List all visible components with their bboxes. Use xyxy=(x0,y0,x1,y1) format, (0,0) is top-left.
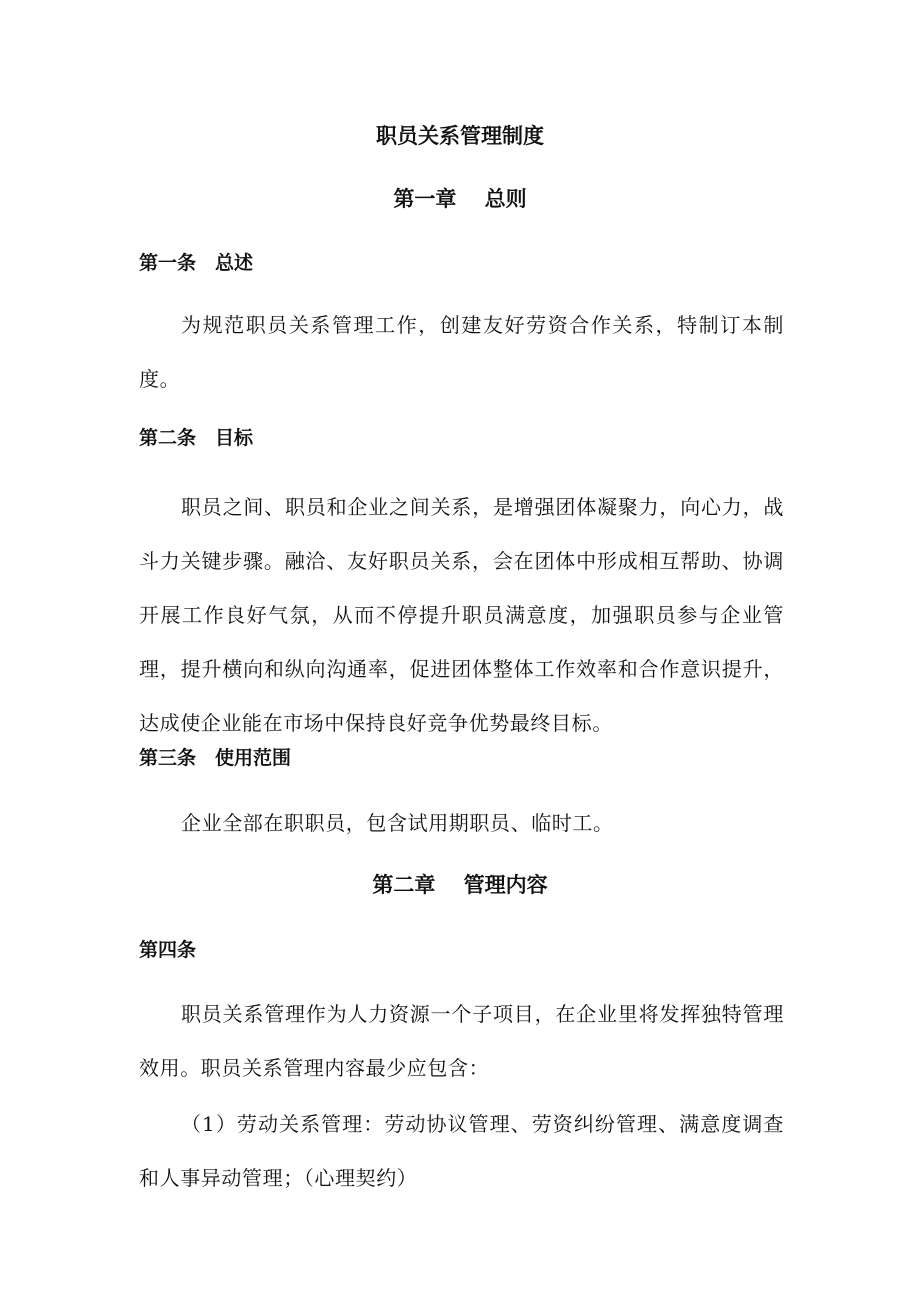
article-1-paragraph: 为规范职员关系管理工作，创建友好劳资合作关系，特制订本制度。 xyxy=(139,313,784,391)
chapter-1-heading: 第一章 总则 xyxy=(393,187,527,211)
document-title: 职员关系管理制度 xyxy=(376,124,544,148)
article-1-heading: 第一条 总述 xyxy=(139,252,254,274)
article-3-heading: 第三条 使用范围 xyxy=(139,747,292,769)
article-3-paragraph: 企业全部在职职员，包含试用期职员、临时工。 xyxy=(181,811,614,835)
article-4-paragraph: 职员关系管理作为人力资源一个子项目，在企业里将发挥独特管理效用。职员关系管理内容最少应包含： xyxy=(139,1002,784,1080)
chapter-2-heading: 第二章 管理内容 xyxy=(372,873,548,897)
article-4-item-1: （1）劳动关系管理：劳动协议管理、劳资纠纷管理、满意度调查和人事异动管理；（心理契约） xyxy=(139,1112,784,1190)
article-2-paragraph: 职员之间、职员和企业之间关系，是增强团体凝聚力，向心力，战斗力关键步骤。融洽、友好职员关系，会在团体中形成相互帮助、协调开展工作良好气氛，从而不停提升职员满意度，加强职员参与企业管理，提升横向和纵向沟通率，促进团体整体工作效率和合作意识提升，达成使企业能在市场中保持良好竞争优势最终目标。 xyxy=(139,495,784,735)
article-2-heading: 第二条 目标 xyxy=(139,427,254,449)
article-4-heading: 第四条 xyxy=(139,939,197,961)
